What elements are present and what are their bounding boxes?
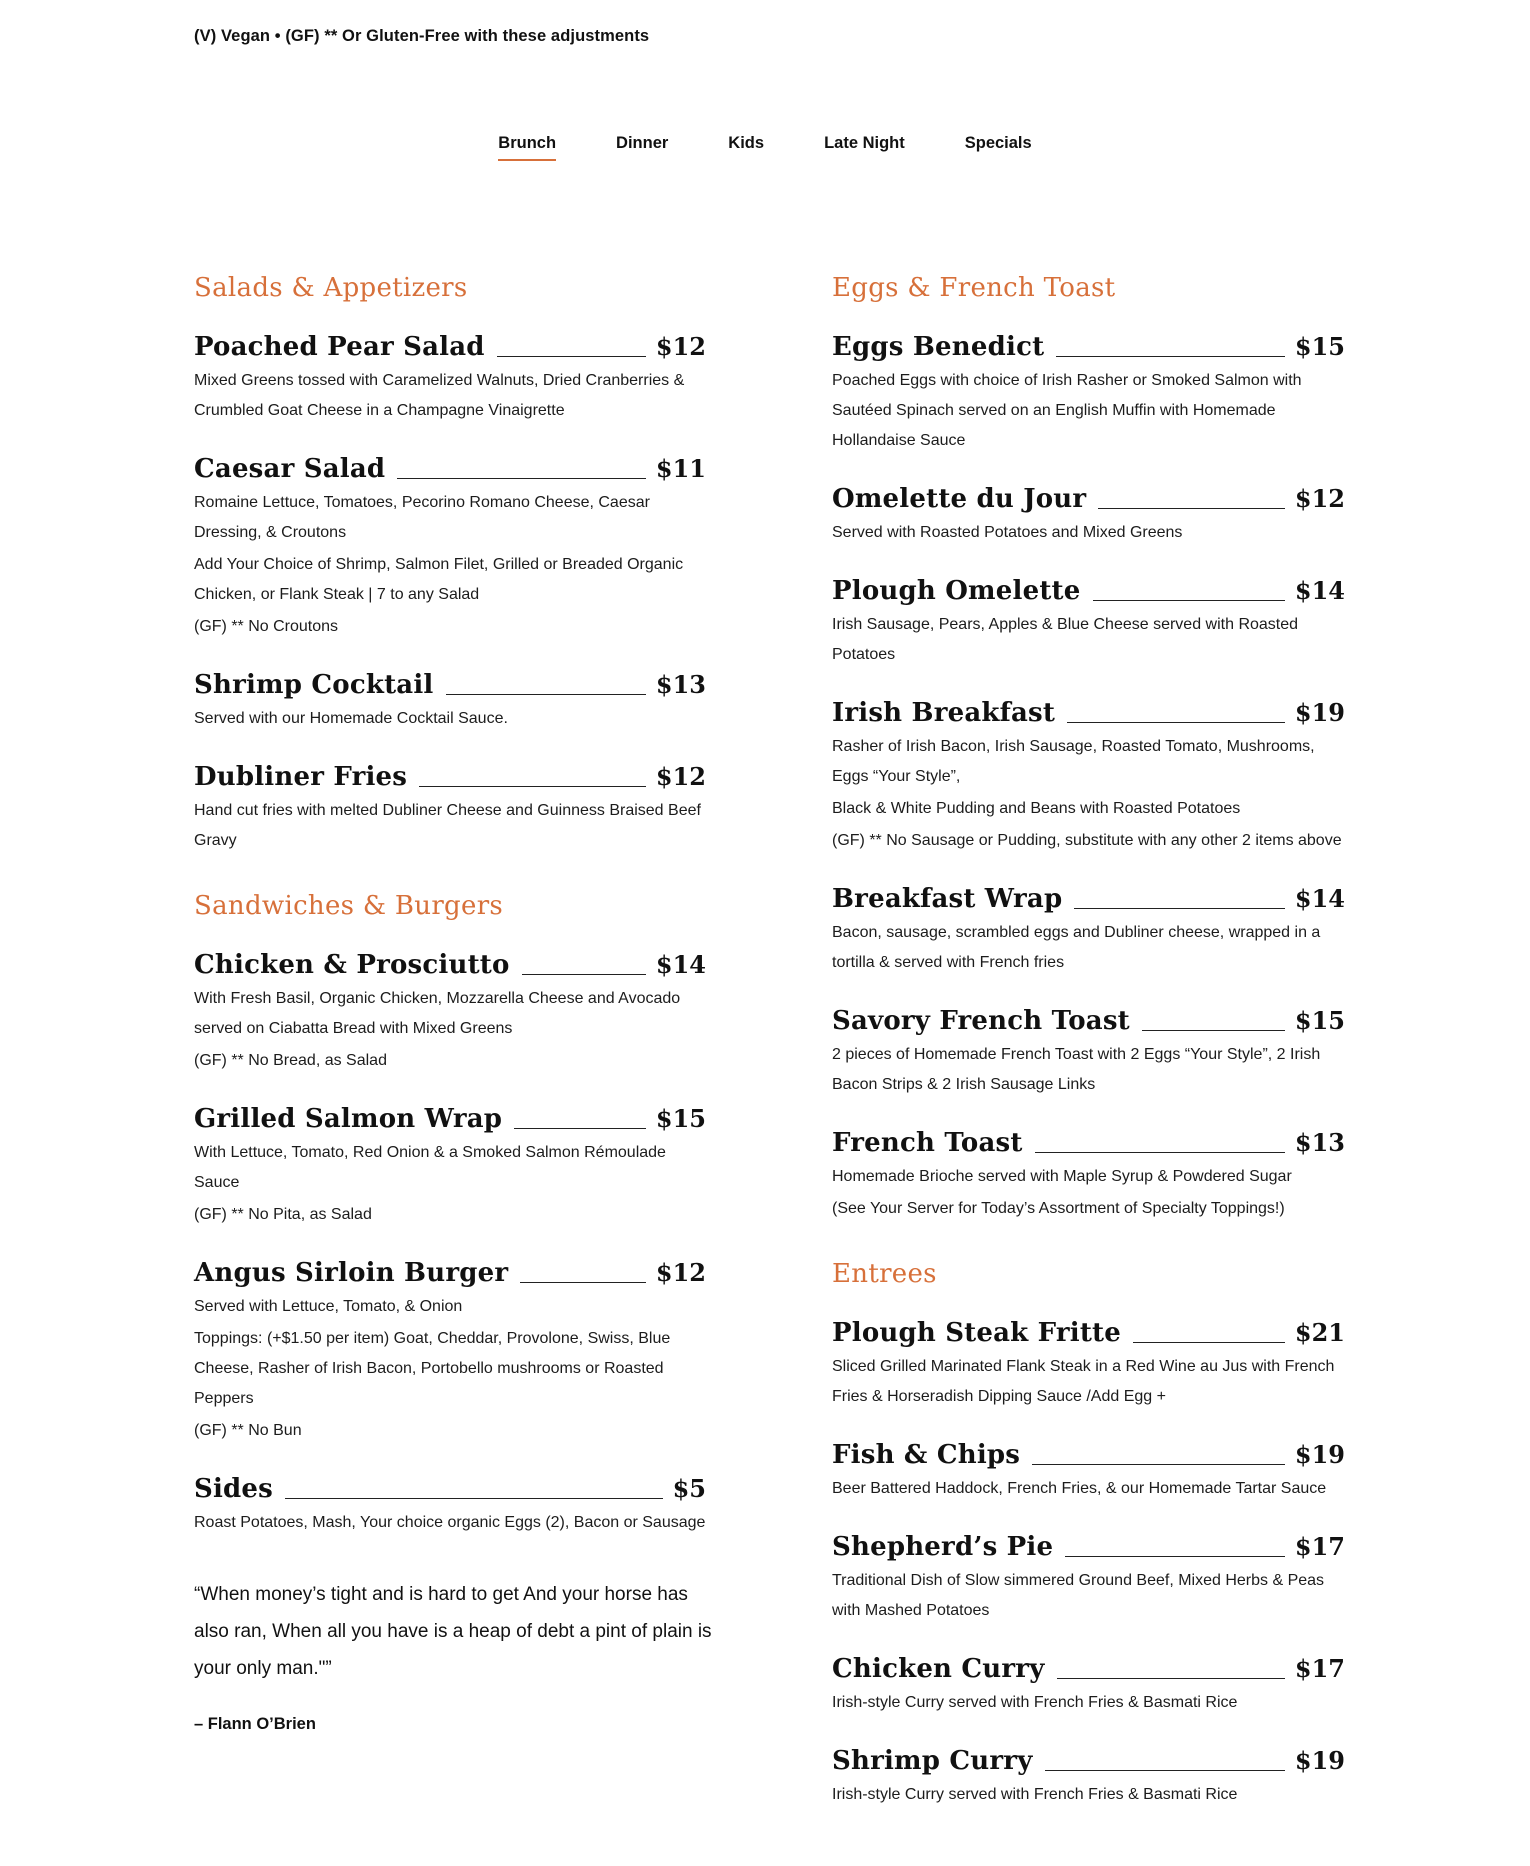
menu-item-name: Sides: [194, 1474, 274, 1504]
leader-line: [285, 1498, 663, 1499]
leader-line: [1065, 1556, 1285, 1557]
menu-item-name: Irish Breakfast: [832, 698, 1056, 728]
menu-item-header: [832, 1124, 1345, 1160]
menu-item-description: Romaine Lettuce, Tomatoes, Pecorino Romano Cheese, Caesar Dressing, & Croutons: [194, 494, 650, 541]
right-column: [832, 270, 1345, 1834]
menu-item: [832, 1314, 1345, 1412]
menu-item-name: Plough Omelette: [832, 576, 1081, 606]
menu-item-price: $13: [655, 670, 706, 699]
menu-item-price: $15: [655, 1104, 706, 1133]
leader-line: [1142, 1030, 1285, 1031]
leader-line: [397, 478, 646, 479]
menu-item-name: Savory French Toast: [832, 1006, 1130, 1036]
menu-item-description: Sliced Grilled Marinated Flank Steak in a Red Wine au Jus with French Fries & Horseradish Dipping Sauce /Add Egg +: [832, 1358, 1335, 1405]
menu-item-description: (GF) ** No Bun: [194, 1422, 302, 1439]
menu-item-description: Toppings: (+$1.50 per item) Goat, Cheddar, Provolone, Swiss, Blue Cheese, Rasher of Irish Bacon, Portobello mushrooms or Roasted Peppers: [194, 1330, 671, 1407]
menu-item-price: $19: [1294, 698, 1345, 727]
leader-line: [520, 1282, 646, 1283]
salads-appetizers-section: [194, 270, 706, 856]
leader-line: [1093, 600, 1285, 601]
menu-item-name: Dubliner Fries: [194, 762, 408, 792]
menu-item: [832, 480, 1345, 548]
menu-item: [832, 1124, 1345, 1224]
menu-item-description: (GF) ** No Croutons: [194, 618, 339, 635]
menu-item-description: (See Your Server for Today’s Assortment of Specialty Toppings!): [832, 1200, 1285, 1217]
menu-item-description: (GF) ** No Bread, as Salad: [194, 1052, 387, 1069]
menu-item-price: $14: [1294, 576, 1345, 605]
sandwiches-burgers-section: [194, 888, 706, 1538]
menu-item-price: $19: [1294, 1746, 1345, 1775]
quote: “When money’s tight and is hard to get And your horse has also ran, When all you have is a heap of debt a pint of plain is your only man."”: [194, 1584, 712, 1679]
tab-late-night[interactable]: Late Night: [824, 134, 905, 152]
menu-item: [194, 1470, 706, 1538]
menu-item-header: [194, 666, 706, 702]
menu-item-name: Grilled Salmon Wrap: [194, 1104, 503, 1134]
menu-item-header: [832, 480, 1345, 516]
menu-item-description: Irish-style Curry served with French Fries & Basmati Rice: [832, 1694, 1238, 1711]
eggs-french-toast-section: [832, 270, 1345, 1224]
leader-line: [522, 974, 646, 975]
tab-brunch[interactable]: Brunch: [468, 134, 586, 161]
leader-line: [1032, 1464, 1285, 1465]
menu-item: [832, 880, 1345, 978]
leader-line: [1067, 722, 1285, 723]
leader-line: [419, 786, 646, 787]
section-title: Salads & Appetizers: [194, 273, 468, 303]
menu-item-name: Eggs Benedict: [832, 332, 1045, 362]
menu-item: [832, 694, 1345, 856]
section-title: Sandwiches & Burgers: [194, 891, 504, 921]
menu-item-description: Poached Eggs with choice of Irish Rasher or Smoked Salmon with Sautéed Spinach served on an English Muffin with Homemade Hollandaise Sauce: [832, 372, 1302, 449]
menu-item-price: $14: [1294, 884, 1345, 913]
menu-item: [194, 450, 706, 642]
menu-item-header: [194, 1470, 706, 1506]
menu-item-price: $12: [655, 1258, 706, 1287]
entrees-section: [832, 1256, 1345, 1810]
leader-line: [1098, 508, 1285, 509]
menu-item-header: [832, 572, 1345, 608]
menu-item: [194, 758, 706, 856]
menu-item-description: Served with Lettuce, Tomato, & Onion: [194, 1298, 463, 1315]
menu-item-description: With Fresh Basil, Organic Chicken, Mozzarella Cheese and Avocado served on Ciabatta Bread with Mixed Greens: [194, 990, 681, 1037]
menu-item-description: Black & White Pudding and Beans with Roasted Potatoes: [832, 800, 1241, 817]
leader-line: [1133, 1342, 1285, 1343]
menu-item: [194, 1254, 706, 1446]
menu-item-price: $17: [1294, 1654, 1345, 1683]
menu-item-price: $17: [1294, 1532, 1345, 1561]
leader-line: [1056, 356, 1285, 357]
menu-item-header: [194, 1100, 706, 1136]
menu-item-description: With Lettuce, Tomato, Red Onion & a Smoked Salmon Rémoulade Sauce: [194, 1144, 666, 1191]
menu-item-header: [194, 946, 706, 982]
menu-item: [832, 572, 1345, 670]
menu-item-name: Omelette du Jour: [832, 484, 1087, 514]
leader-line: [1074, 908, 1285, 909]
section-title: Eggs & French Toast: [832, 273, 1116, 303]
menu-item: [194, 946, 706, 1076]
tab-kids[interactable]: Kids: [728, 134, 765, 152]
menu-item-name: Caesar Salad: [194, 454, 386, 484]
leader-line: [497, 356, 646, 357]
menu-item-header: [832, 1528, 1345, 1564]
menu-item-price: $21: [1294, 1318, 1345, 1347]
tab-dinner[interactable]: Dinner: [616, 134, 669, 152]
dietary-legend: (V) Vegan • (GF) ** Or Gluten-Free with these adjustments: [194, 27, 650, 45]
section-title: Entrees: [832, 1259, 937, 1289]
menu-item-description: Served with our Homemade Cocktail Sauce.: [194, 710, 508, 727]
menu-item: [832, 1650, 1345, 1718]
menu-item-description: Bacon, sausage, scrambled eggs and Dubliner cheese, wrapped in a tortilla & served with French fries: [832, 924, 1321, 971]
menu-item-name: Poached Pear Salad: [194, 332, 485, 362]
menu-item: [832, 1742, 1345, 1810]
menu-item: [194, 328, 706, 426]
menu-item-description: Add Your Choice of Shrimp, Salmon Filet, Grilled or Breaded Organic Chicken, or Flank Steak | 7 to any Salad: [194, 556, 684, 603]
leader-line: [1035, 1152, 1285, 1153]
menu-item-header: [194, 328, 706, 364]
menu-item-header: [832, 694, 1345, 730]
menu-item-header: [832, 1314, 1345, 1350]
menu-item-description: Mixed Greens tossed with Caramelized Walnuts, Dried Cranberries & Crumbled Goat Cheese in a Champagne Vinaigrette: [194, 372, 685, 419]
menu-item-description: Roast Potatoes, Mash, Your choice organic Eggs (2), Bacon or Sausage: [194, 1514, 706, 1531]
menu-item-name: Chicken Curry: [832, 1654, 1045, 1684]
menu-item-description: (GF) ** No Pita, as Salad: [194, 1206, 372, 1223]
menu-item-header: [194, 450, 706, 486]
menu-item: [832, 1436, 1345, 1504]
menu-item-description: Irish Sausage, Pears, Apples & Blue Cheese served with Roasted Potatoes: [832, 616, 1299, 663]
menu-item-description: Traditional Dish of Slow simmered Ground Beef, Mixed Herbs & Peas with Mashed Potatoes: [832, 1572, 1325, 1619]
menu-item-header: [194, 758, 706, 794]
menu-item-name: Shrimp Cocktail: [194, 670, 434, 700]
menu-item-header: [832, 328, 1345, 364]
menu-item-price: $14: [655, 950, 706, 979]
menu-item-name: Chicken & Prosciutto: [194, 950, 510, 980]
left-column: [194, 270, 712, 1734]
leader-line: [514, 1128, 646, 1129]
menu-item-price: $12: [655, 762, 706, 791]
menu-item-header: [832, 1436, 1345, 1472]
menu-item-description: Hand cut fries with melted Dubliner Cheese and Guinness Braised Beef Gravy: [194, 802, 701, 849]
menu-item-price: $19: [1294, 1440, 1345, 1469]
menu-item-price: $15: [1294, 332, 1345, 361]
menu-item-name: Plough Steak Fritte: [832, 1318, 1121, 1348]
menu-item-description: Homemade Brioche served with Maple Syrup & Powdered Sugar: [832, 1168, 1292, 1185]
menu-item-description: Served with Roasted Potatoes and Mixed Greens: [832, 524, 1183, 541]
menu-item-price: $12: [655, 332, 706, 361]
menu-item: [832, 328, 1345, 456]
menu-item-header: [194, 1254, 706, 1290]
tab-specials[interactable]: Specials: [964, 134, 1032, 152]
menu-item-header: [832, 1742, 1345, 1778]
menu-item-name: Shepherd’s Pie: [832, 1532, 1054, 1562]
menu-item-price: $15: [1294, 1006, 1345, 1035]
menu-item: [832, 1528, 1345, 1626]
menu-item-name: Breakfast Wrap: [832, 884, 1063, 914]
leader-line: [1045, 1770, 1285, 1771]
menu-item-name: French Toast: [832, 1128, 1023, 1158]
menu-item-description: Beer Battered Haddock, French Fries, & our Homemade Tartar Sauce: [832, 1480, 1327, 1497]
menu-tabs: [0, 134, 1530, 161]
menu-item-price: $13: [1294, 1128, 1345, 1157]
menu-item-name: Fish & Chips: [832, 1440, 1021, 1470]
leader-line: [1057, 1678, 1285, 1679]
menu-item: [194, 666, 706, 734]
menu-item-description: (GF) ** No Sausage or Pudding, substitute with any other 2 items above: [832, 832, 1342, 849]
menu-item-header: [832, 880, 1345, 916]
menu-item-description: Rasher of Irish Bacon, Irish Sausage, Roasted Tomato, Mushrooms, Eggs “Your Style”,: [832, 738, 1315, 785]
menu-item-price: $11: [655, 454, 706, 483]
menu-item-header: [832, 1650, 1345, 1686]
leader-line: [446, 694, 646, 695]
menu-item-description: Irish-style Curry served with French Fries & Basmati Rice: [832, 1786, 1238, 1803]
menu-item: [194, 1100, 706, 1230]
menu-item-name: Shrimp Curry: [832, 1746, 1033, 1776]
menu-item-price: $12: [1294, 484, 1345, 513]
quote-author: – Flann O’Brien: [194, 1715, 316, 1733]
menu-item: [832, 1002, 1345, 1100]
menu-item-price: $5: [672, 1474, 706, 1503]
menu-item-name: Angus Sirloin Burger: [194, 1258, 509, 1288]
menu-item-header: [832, 1002, 1345, 1038]
menu-item-description: 2 pieces of Homemade French Toast with 2 Eggs “Your Style”, 2 Irish Bacon Strips & 2 Irish Sausage Links: [832, 1046, 1321, 1093]
